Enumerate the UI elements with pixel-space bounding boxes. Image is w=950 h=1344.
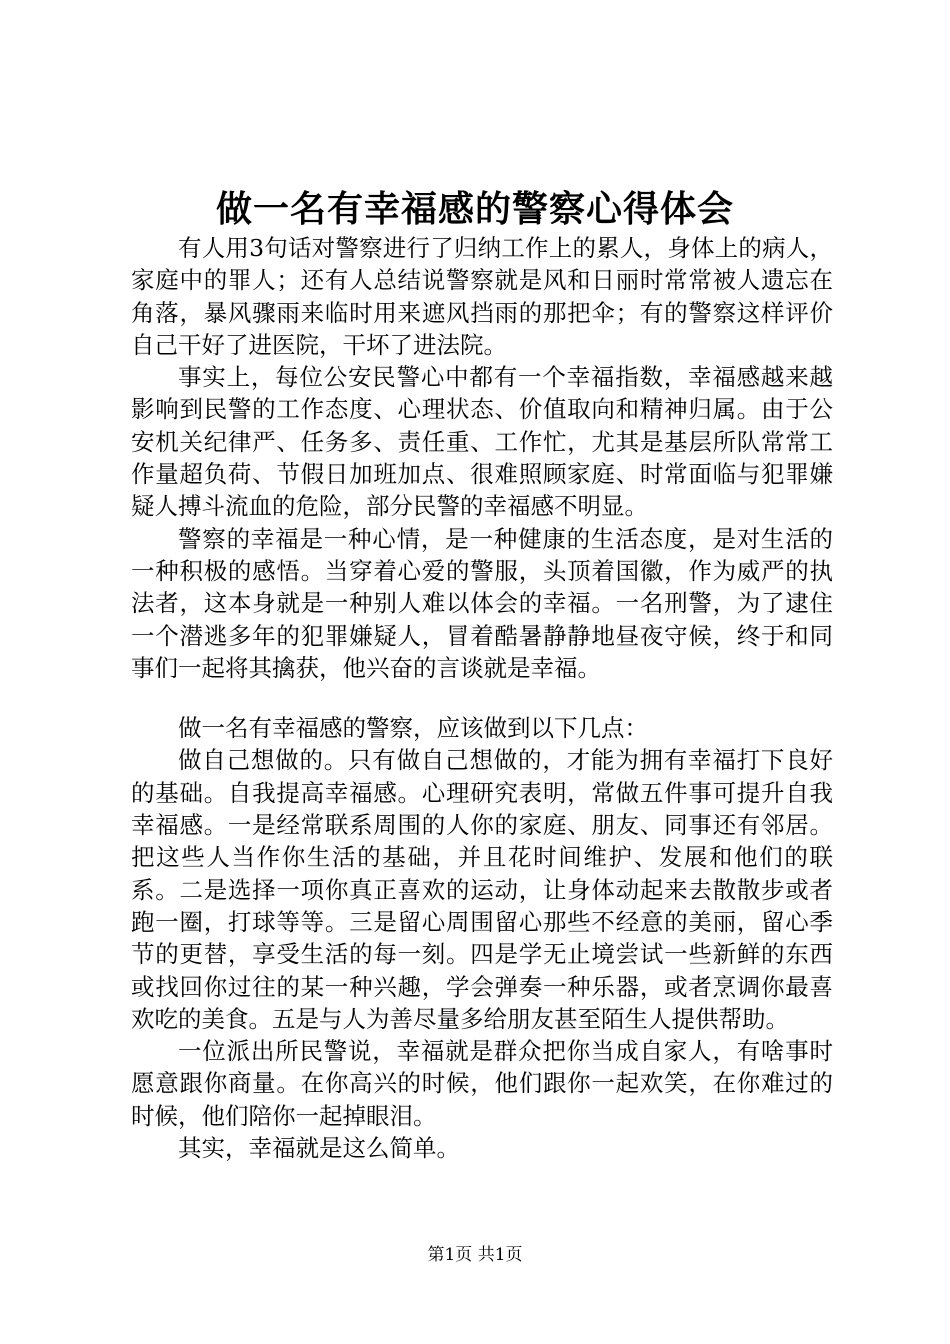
page-footer: 第1页 共1页 <box>427 1245 523 1265</box>
paragraph-4: 做一名有幸福感的警察，应该做到以下几点： <box>178 714 648 743</box>
paragraph-7: 其实，幸福就是这么简单。 <box>178 1134 460 1163</box>
paragraph-5: 做自己想做的。只有做自己想做的，才能为拥有幸福打下良好的基础。自我提高幸福感。心理研究表明，常做五件事可提升自我幸福感。一是经常联系周围的人你的家庭、朋友、同事还有邻居。把这些人当作你生活的基础，并且花时间维护、发展和他们的联系。二是选择一项你真正喜欢的运动，让身体动起来去散散步或者跑一圈，打球等等。三是留心周围留心那些不经意的美丽，留心季节的更替，享受生活的每一刻。四是学无止境尝试一些新鲜的东西或找回你过往的某一种兴趣，学会弹奏一种乐器，或者烹调你最喜欢吃的美食。五是与人为善尽量多给朋友甚至陌生人提供帮助。 <box>131 746 833 1033</box>
page-title: 做一名有幸福感的警察心得体会 <box>215 188 734 230</box>
paragraph-2: 事实上，每位公安民警心中都有一个幸福指数，幸福感越来越影响到民警的工作态度、心理状态、价值取向和精神归属。由于公安机关纪律严、任务多、责任重、工作忙，尤其是基层所队常常工作量超负荷、节假日加班加点、很难照顾家庭、时常面临与犯罪嫌疑人搏斗流血的危险，部分民警的幸福感不明显。 <box>131 363 833 521</box>
document-body <box>131 232 833 1164</box>
paragraph-1: 有人用3句话对警察进行了归纳工作上的累人，身体上的病人，家庭中的罪人；还有人总结说警察就是风和日丽时常常被人遗忘在角落，暴风骤雨来临时用来遮风挡雨的那把伞；有的警察这样评价自己干好了进医院，干坏了进法院。 <box>131 234 833 359</box>
paragraph-6: 一位派出所民警说，幸福就是群众把你当成自家人，有啥事时愿意跟你商量。在你高兴的时候，他们跟你一起欢笑，在你难过的时候，他们陪你一起掉眼泪。 <box>131 1037 833 1130</box>
paragraph-3: 警察的幸福是一种心情，是一种健康的生活态度，是对生活的一种积极的感悟。当穿着心爱的警服，头顶着国徽，作为威严的执法者，这本身就是一种别人难以体会的幸福。一名刑警，为了逮住一个潜逃多年的犯罪嫌疑人，冒着酷暑静静地昼夜守候，终于和同事们一起将其擒获，他兴奋的言谈就是幸福。 <box>131 524 833 682</box>
